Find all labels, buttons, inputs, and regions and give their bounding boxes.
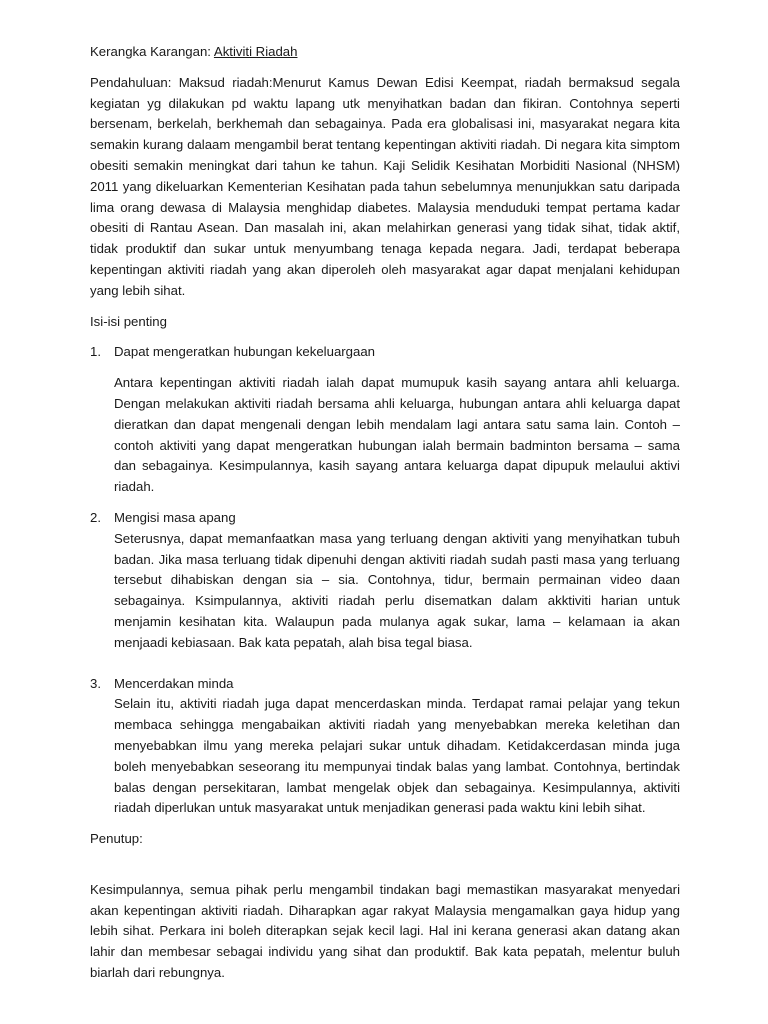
main-point-body: Antara kepentingan aktiviti riadah ialah dapat mumupuk kasih sayang antara ahli keluarga. Dengan melakukan aktiviti riadah bersama ahli keluarga, hubungan antara ahli keluarga dapat dieratkan dan dapat mengenali dengan lebih mendalam lagi antara satu sama lain. Contoh – contoh aktiviti yang dapat mengeratkan hubungan ialah bermain badminton bersama – sama dan sebagainya. Kesimpulannya, kasih sayang antara keluarga dapat dipupuk melaului aktivi riadah.: [114, 375, 680, 495]
title-label: Kerangka Karangan:: [90, 44, 211, 59]
main-point-title: Dapat mengeratkan hubungan kekeluargaan: [114, 344, 376, 360]
main-point-body: Seterusnya, dapat memanfaatkan masa yang terluang dengan aktiviti yang menyihatkan tubuh badan. Jika masa terluang tidak dipenuhi dengan aktiviti riadah sudah pasti masa yang terluang tersebut dihabiskan dengan sia – sia. Contohnya, tidur, bermain permainan video daan sebagainya. Ksimpulannya, aktiviti riadah perlu disematkan dalam akktiviti harian untuk menjamin kesihatan kita. Walaupun pada mulanya agak sukar, lama – kelamaan ia akan menjaadi kebiasaan. Bak kata pepatah, alah bisa tegal biasa.: [114, 530, 680, 650]
main-point-title: Mengisi masa apang: [114, 509, 236, 525]
main-point-number: 1.: [90, 344, 101, 360]
intro-paragraph: Pendahuluan: Maksud riadah:Menurut Kamus Dewan Edisi Keempat, riadah bermaksud segala kegiatan yg dilakukan pd waktu lapang utk menyihatkan badan dan fikiran. Contohnya seperti bersenam, berkelah, berkhemah dan sebagainya. Pada era globalisasi ini, masyarakat negara kita semakin kurang dalaam mengambil berat tentang kepentingan aktiviti riadah. Di negara kita simptom obesiti semakin meningkat dari tahun ke tahun. Kaji Selidik Kesihatan Morbiditi Nasional (NHSM) 2011 yang dikeluarkan Kementerian Kesihatan pada tahun sebelumnya menunjukkan satu daripada lima orang dewasa di Malaysia menghidap diabetes. Malaysia menduduki tempat pertama kadar obesiti di Rantau Asean. Dan masalah ini, akan melahirkan generasi yang tidak sihat, tidak aktif, tidak produktif dan sukar untuk menyumbang tenaga kepada negara. Jadi, terdapat beberapa kepentingan aktiviti riadah yang akan diperoleh oleh masyarakat agar dapat menjalani kehidupan yang lebih sihat.: [90, 74, 680, 298]
closing-paragraph: Kesimpulannya, semua pihak perlu mengambil tindakan bagi memastikan masyarakat menyedari akan kepentingan aktiviti riadah. Diharapkan agar rakyat Malaysia mengamalkan gaya hidup yang lebih sihat. Perkara ini boleh diterapkan sejak kecil lagi. Hal ini kerana generasi akan datang akan lahir dan membesar sebagai individu yang sihat dan produktif. Bak kata pepatah, melentur buluh biarlah dari rebungnya.: [90, 881, 680, 981]
main-point-body: Selain itu, aktiviti riadah juga dapat mencerdaskan minda. Terdapat ramai pelajar yang tekun membaca sehingga mengabaikan aktiviti riadah yang menyebabkan mereka keletihan dan menyebabkan ilmu yang mereka pelajari sukar untuk dihadam. Ketidakcerdasan minda juga boleh menyebabkan seseorang itu mempunyai tindak balas yang lambat. Contohnya, bertindak balas dengan persekitaran, lambat mengelak objek dan sebagainya. Kesimpulannya, aktiviti riadah diperlukan untuk masyarakat untuk menjadikan generasi pada waktu kini lebih sihat.: [114, 696, 680, 816]
main-point-2: [90, 508, 680, 654]
main-points-heading: Isi-isi penting: [90, 313, 167, 329]
main-point-1: [90, 342, 680, 498]
main-point-number: 2.: [90, 509, 101, 525]
title-topic: Aktiviti Riadah: [213, 44, 298, 59]
document-page: [90, 42, 680, 984]
closing-heading: Penutup:: [90, 831, 143, 847]
main-point-number: 3.: [90, 675, 101, 691]
document-title: [90, 42, 680, 63]
main-point-title: Mencerdakan minda: [114, 675, 234, 691]
main-point-3: [90, 674, 680, 820]
